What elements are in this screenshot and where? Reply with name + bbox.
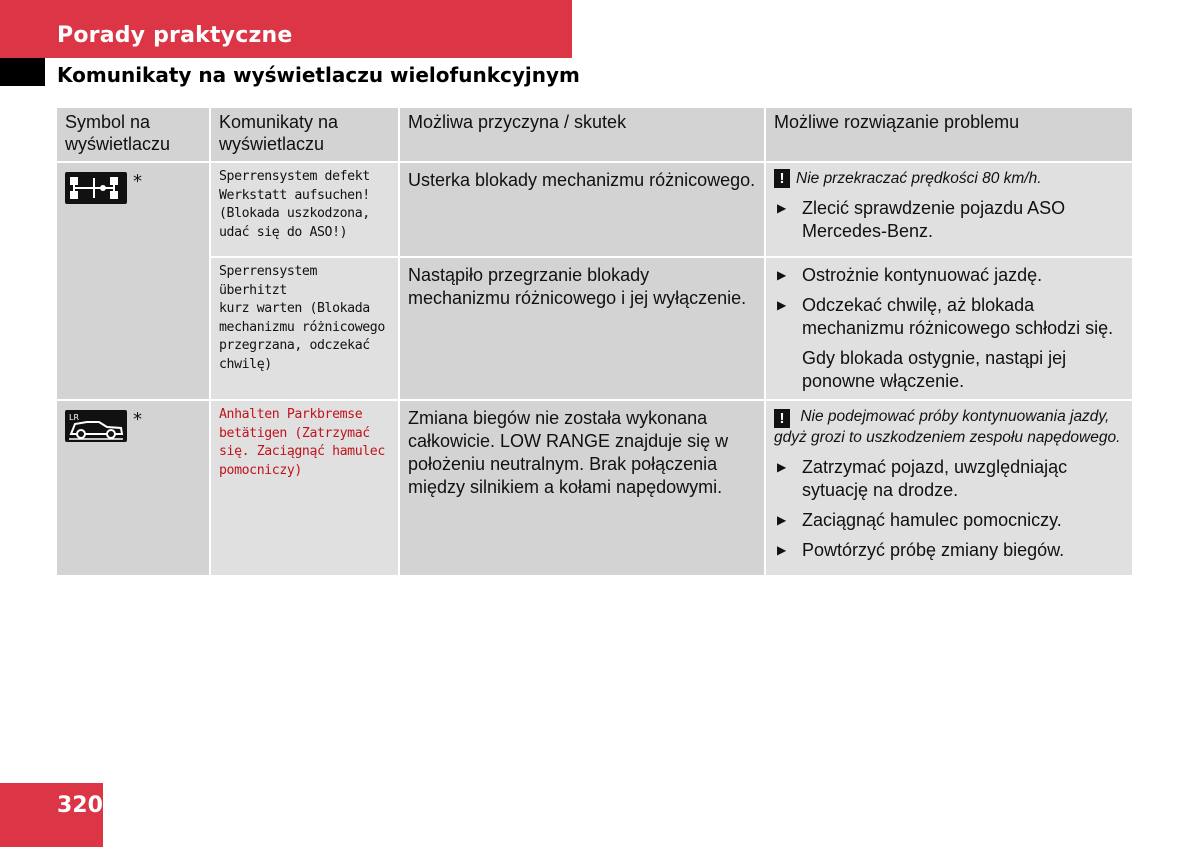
step-text: Zatrzymać pojazd, uwzględniając sytuację na drodze.: [802, 457, 1068, 500]
step-text: Ostrożnie kontynuować jazdę.: [802, 265, 1043, 285]
section-header-bar: [0, 0, 572, 58]
equipment-asterisk: *: [133, 171, 142, 192]
display-message: Anhalten Parkbremse betätigen (Zatrzymać się. Zaciągnąć hamulec pomocniczy): [211, 401, 398, 575]
solution-step: [774, 264, 1124, 287]
page-subtitle: Komunikaty na wyświetlaczu wielofunkcyjnym: [57, 63, 580, 87]
warning-text: Nie podejmować próby kontynuowania jazdy, gdyż grozi to uszkodzeniem zespołu napędowego.: [774, 408, 1121, 446]
solution-step: [774, 539, 1124, 562]
column-header-messages: Komunikaty na wyświetlaczu: [211, 108, 398, 161]
display-message: Sperrensystem defekt Werkstatt aufsuchen! (Blokada uszkodzona, udać się do ASO!): [211, 163, 398, 256]
messages-table: [57, 108, 1132, 575]
column-header-cause: Możliwa przyczyna / skutek: [400, 108, 764, 161]
column-header-symbol: Symbol na wyświetlaczu: [57, 108, 209, 161]
warning-icon: !: [774, 169, 790, 188]
bullet-arrow-icon: ▶: [777, 460, 787, 474]
bullet-arrow-icon: ▶: [777, 298, 787, 312]
solution-cell: [766, 401, 1132, 575]
solution-cell: [766, 258, 1132, 399]
warning-note: [774, 169, 1124, 189]
solution-step: [774, 456, 1124, 502]
bullet-arrow-icon: ▶: [777, 513, 787, 527]
column-header-solution: Możliwe rozwiązanie problemu: [766, 108, 1132, 161]
cause-text: Nastąpiło przegrzanie blokady mechanizmu różnicowego i jej wyłączenie.: [400, 258, 764, 399]
cause-text: Zmiana biegów nie została wykonana całkowicie. LOW RANGE znajduje się w położeniu neutralnym. Brak połączenia między silnikiem a kołami napędowymi.: [400, 401, 764, 575]
warning-text: Nie przekraczać prędkości 80 km/h.: [796, 170, 1042, 187]
display-message: Sperrensystem überhitzt kurz warten (Blokada mechanizmu różnicowego przegrzana, odczekać chwilę): [211, 258, 398, 399]
warning-icon: !: [774, 409, 790, 428]
bullet-arrow-icon: ▶: [777, 543, 787, 557]
solution-cell: [766, 163, 1132, 256]
section-title: Porady praktyczne: [57, 23, 293, 48]
differential-lock-icon: [65, 172, 127, 204]
bullet-arrow-icon: ▶: [777, 201, 787, 215]
solution-step: [774, 509, 1124, 532]
step-text: Odczekać chwilę, aż blokada mechanizmu różnicowego schłodzi się.: [802, 295, 1114, 338]
page-number: 320: [57, 793, 103, 818]
solution-step: [774, 197, 1124, 243]
symbol-cell: [57, 401, 209, 575]
warning-note: [774, 407, 1124, 448]
equipment-asterisk: *: [133, 409, 142, 430]
solution-note: Gdy blokada ostygnie, nastąpi jej ponowne włączenie.: [802, 348, 1067, 391]
step-text: Powtórzyć próbę zmiany biegów.: [802, 540, 1065, 560]
low-range-vehicle-icon: [65, 410, 127, 442]
step-text: Zlecić sprawdzenie pojazdu ASO Mercedes-Benz.: [802, 198, 1066, 241]
bullet-arrow-icon: ▶: [777, 268, 787, 282]
page-number-tab: [0, 783, 103, 847]
solution-step: [774, 294, 1124, 340]
symbol-cell: [57, 163, 209, 399]
section-marker: [0, 58, 45, 86]
cause-text: Usterka blokady mechanizmu różnicowego.: [400, 163, 764, 256]
low-range-label: LR: [69, 413, 80, 422]
step-text: Zaciągnąć hamulec pomocniczy.: [802, 510, 1062, 530]
